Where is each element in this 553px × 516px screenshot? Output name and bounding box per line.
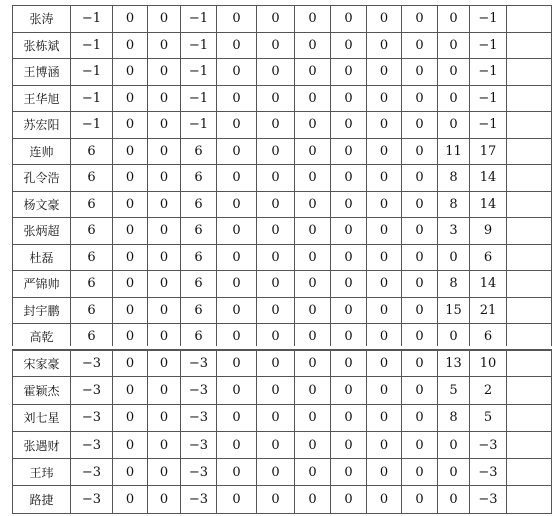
score-cell[interactable]: 0 (148, 324, 181, 351)
score-cell[interactable]: 8 (438, 404, 470, 431)
score-cell[interactable]: 8 (438, 165, 470, 192)
score-cell[interactable]: 0 (438, 244, 470, 271)
score-cell[interactable]: 17 (470, 138, 507, 165)
table-row (13, 112, 552, 139)
score-cell[interactable]: 0 (367, 32, 402, 59)
student-name-cell[interactable]: 杨文豪 (13, 191, 71, 218)
score-cell[interactable]: 0 (402, 324, 438, 351)
score-cell[interactable]: 6 (470, 324, 507, 351)
score-cell[interactable]: 0 (438, 431, 470, 458)
score-cell[interactable] (507, 377, 552, 404)
student-name-cell[interactable]: 宋家豪 (13, 350, 71, 377)
score-cell[interactable]: 0 (217, 324, 257, 351)
score-cell[interactable]: 0 (438, 32, 470, 59)
score-cell[interactable]: −1 (181, 6, 217, 33)
student-name-cell[interactable]: 路捷 (13, 486, 71, 513)
score-cell[interactable]: 0 (331, 431, 367, 458)
score-cell[interactable]: 2 (470, 377, 507, 404)
table-row (13, 85, 552, 112)
score-cell[interactable]: 0 (367, 85, 402, 112)
score-cell[interactable]: 0 (217, 459, 257, 486)
score-cell[interactable]: 0 (295, 165, 331, 192)
score-cell[interactable]: 0 (113, 431, 148, 458)
table-row (13, 138, 552, 165)
score-cell[interactable]: −3 (181, 459, 217, 486)
score-cell[interactable]: 6 (71, 297, 113, 324)
score-cell[interactable]: 0 (217, 377, 257, 404)
score-cell[interactable] (507, 6, 552, 33)
score-cell[interactable]: 8 (438, 191, 470, 218)
student-name-cell[interactable]: 连帅 (13, 138, 71, 165)
score-cell[interactable]: 0 (331, 165, 367, 192)
score-cell[interactable]: 6 (181, 218, 217, 245)
score-cell[interactable]: 14 (470, 165, 507, 192)
score-cell[interactable]: 0 (113, 377, 148, 404)
score-cell[interactable]: 0 (257, 297, 295, 324)
score-cell[interactable]: 0 (331, 377, 367, 404)
score-cell[interactable]: 0 (217, 297, 257, 324)
score-cell[interactable]: 0 (402, 377, 438, 404)
score-cell[interactable]: 0 (367, 377, 402, 404)
score-cell[interactable]: 5 (438, 377, 470, 404)
score-cell[interactable]: 0 (438, 459, 470, 486)
score-cell[interactable]: 0 (257, 59, 295, 86)
score-cell[interactable]: 3 (438, 218, 470, 245)
score-cell[interactable]: 0 (257, 377, 295, 404)
score-cell[interactable]: 0 (217, 6, 257, 33)
score-cell[interactable]: 0 (257, 244, 295, 271)
table-row (13, 377, 552, 404)
score-cell[interactable]: 0 (113, 271, 148, 298)
score-cell[interactable]: 0 (331, 271, 367, 298)
score-cell[interactable]: 0 (257, 459, 295, 486)
score-cell[interactable]: 15 (438, 297, 470, 324)
score-cell[interactable]: 0 (257, 6, 295, 33)
score-cell[interactable]: 0 (331, 350, 367, 377)
score-cell[interactable]: 8 (438, 271, 470, 298)
score-cell[interactable]: 0 (402, 431, 438, 458)
student-name-cell[interactable]: 杜磊 (13, 244, 71, 271)
score-cell[interactable] (507, 459, 552, 486)
score-cell[interactable]: 0 (331, 486, 367, 513)
table-row (13, 297, 552, 324)
score-cell[interactable]: 0 (402, 191, 438, 218)
score-cell[interactable]: 0 (367, 165, 402, 192)
score-cell[interactable]: 6 (470, 244, 507, 271)
score-cell[interactable]: 6 (71, 191, 113, 218)
score-cell[interactable]: −1 (470, 6, 507, 33)
score-cell[interactable]: −3 (71, 486, 113, 513)
student-name-cell[interactable]: 张栋斌 (13, 32, 71, 59)
score-cell[interactable]: 6 (71, 218, 113, 245)
score-cell[interactable]: 6 (71, 244, 113, 271)
score-cell[interactable]: 0 (402, 404, 438, 431)
table-row (13, 6, 552, 33)
score-cell[interactable]: 0 (402, 297, 438, 324)
table-row (13, 459, 552, 486)
score-cell[interactable] (507, 32, 552, 59)
score-cell[interactable]: 0 (217, 404, 257, 431)
score-cell[interactable]: 0 (148, 377, 181, 404)
score-cell[interactable]: 0 (367, 138, 402, 165)
table-row (13, 486, 552, 513)
score-cell[interactable]: 0 (113, 324, 148, 351)
score-cell[interactable]: 0 (438, 59, 470, 86)
score-cell[interactable]: 0 (438, 85, 470, 112)
score-cell[interactable]: 0 (113, 244, 148, 271)
score-cell[interactable]: 0 (402, 165, 438, 192)
score-cell[interactable]: 0 (217, 431, 257, 458)
score-cell[interactable]: 0 (438, 6, 470, 33)
score-cell[interactable]: 0 (257, 271, 295, 298)
score-cell[interactable]: −3 (71, 459, 113, 486)
score-cell[interactable]: 0 (331, 459, 367, 486)
score-cell[interactable]: 0 (113, 112, 148, 139)
score-cell[interactable]: 0 (257, 486, 295, 513)
score-cell[interactable]: 0 (367, 112, 402, 139)
score-cell[interactable]: 0 (217, 59, 257, 86)
score-cell[interactable]: 0 (217, 350, 257, 377)
score-cell[interactable]: 0 (295, 112, 331, 139)
score-cell[interactable]: 0 (402, 350, 438, 377)
score-cell[interactable]: 0 (257, 85, 295, 112)
score-cell[interactable]: 0 (367, 218, 402, 245)
score-cell[interactable]: 0 (148, 165, 181, 192)
table-row (13, 32, 552, 59)
student-name-cell[interactable]: 张炳超 (13, 218, 71, 245)
score-cell[interactable] (507, 486, 552, 513)
score-cell[interactable]: 0 (148, 244, 181, 271)
score-cell[interactable]: 0 (217, 85, 257, 112)
score-cell[interactable]: 0 (331, 404, 367, 431)
score-cell[interactable]: −1 (71, 85, 113, 112)
score-cell[interactable]: 0 (148, 297, 181, 324)
score-cell[interactable]: −1 (181, 59, 217, 86)
score-cell[interactable] (507, 165, 552, 192)
score-cell[interactable]: 13 (438, 350, 470, 377)
score-cell[interactable]: 0 (113, 350, 148, 377)
score-cell[interactable]: 0 (367, 486, 402, 513)
score-cell[interactable]: 0 (402, 112, 438, 139)
student-name-cell[interactable]: 苏宏阳 (13, 112, 71, 139)
table-row (13, 404, 552, 431)
score-cell[interactable]: −1 (71, 6, 113, 33)
score-cell[interactable]: 0 (402, 271, 438, 298)
score-cell[interactable]: −3 (181, 486, 217, 513)
student-name-cell[interactable]: 王博涵 (13, 59, 71, 86)
score-cell[interactable]: 0 (295, 32, 331, 59)
score-cell[interactable]: 0 (402, 244, 438, 271)
score-cell[interactable]: 0 (148, 431, 181, 458)
score-cell[interactable]: 0 (217, 244, 257, 271)
score-cell[interactable] (507, 431, 552, 458)
score-cell[interactable]: 0 (113, 85, 148, 112)
table-row (13, 218, 552, 245)
score-cell[interactable]: 0 (113, 459, 148, 486)
table-row (13, 165, 552, 192)
score-cell[interactable]: 0 (402, 85, 438, 112)
score-cell[interactable]: 6 (71, 138, 113, 165)
score-cell[interactable]: 6 (181, 165, 217, 192)
score-cell[interactable] (507, 191, 552, 218)
score-cell[interactable]: 14 (470, 271, 507, 298)
score-cell[interactable]: 0 (148, 459, 181, 486)
score-cell[interactable]: 0 (148, 191, 181, 218)
score-cell[interactable]: 6 (71, 165, 113, 192)
score-cell[interactable]: −1 (181, 85, 217, 112)
score-cell[interactable]: 9 (470, 218, 507, 245)
score-cell[interactable]: 0 (295, 244, 331, 271)
score-cell[interactable]: 0 (217, 486, 257, 513)
student-name-cell[interactable]: 封宇鹏 (13, 297, 71, 324)
score-cell[interactable]: 0 (257, 138, 295, 165)
score-cell[interactable]: 0 (295, 191, 331, 218)
score-cell[interactable]: 0 (367, 191, 402, 218)
score-cell[interactable]: 0 (295, 59, 331, 86)
score-cell[interactable]: 0 (148, 271, 181, 298)
score-cell[interactable]: 11 (438, 138, 470, 165)
score-cell[interactable]: 0 (295, 324, 331, 351)
student-name-cell[interactable]: 孔令浩 (13, 165, 71, 192)
score-cell[interactable]: 0 (257, 112, 295, 139)
score-cell[interactable]: 0 (148, 350, 181, 377)
score-cell[interactable]: −1 (71, 32, 113, 59)
score-cell[interactable]: 6 (181, 138, 217, 165)
score-cell[interactable]: −1 (470, 32, 507, 59)
student-name-cell[interactable]: 刘七星 (13, 404, 71, 431)
score-cell[interactable]: 0 (217, 112, 257, 139)
score-cell[interactable]: 0 (113, 32, 148, 59)
score-cell[interactable]: 0 (331, 6, 367, 33)
score-cell[interactable]: 0 (402, 218, 438, 245)
score-table-bottom (12, 349, 552, 514)
score-cell[interactable] (507, 138, 552, 165)
score-cell[interactable]: 6 (71, 324, 113, 351)
score-cell[interactable]: 0 (217, 271, 257, 298)
score-cell[interactable]: 0 (113, 165, 148, 192)
score-cell[interactable]: 0 (367, 404, 402, 431)
score-cell[interactable]: 0 (367, 431, 402, 458)
score-cell[interactable]: 0 (113, 6, 148, 33)
score-cell[interactable]: 0 (148, 138, 181, 165)
score-cell[interactable]: 0 (148, 486, 181, 513)
score-cell[interactable]: 0 (295, 6, 331, 33)
score-cell[interactable]: −3 (181, 431, 217, 458)
score-cell[interactable]: 0 (217, 165, 257, 192)
score-cell[interactable]: −3 (470, 486, 507, 513)
score-cell[interactable]: 6 (181, 244, 217, 271)
score-cell[interactable]: −3 (71, 431, 113, 458)
score-cell[interactable]: 0 (295, 431, 331, 458)
score-cell[interactable]: 0 (367, 244, 402, 271)
score-cell[interactable]: 10 (470, 350, 507, 377)
score-cell[interactable]: −3 (71, 350, 113, 377)
score-cell[interactable]: 0 (438, 324, 470, 351)
score-cell[interactable]: −1 (71, 59, 113, 86)
score-cell[interactable] (507, 218, 552, 245)
student-name-cell[interactable]: 张涛 (13, 6, 71, 33)
score-cell[interactable]: 0 (148, 6, 181, 33)
score-cell[interactable]: 6 (181, 324, 217, 351)
score-cell[interactable]: 0 (331, 191, 367, 218)
table-row (13, 244, 552, 271)
score-cell[interactable]: 5 (470, 404, 507, 431)
score-cell[interactable]: 0 (113, 218, 148, 245)
score-cell[interactable]: 0 (257, 350, 295, 377)
score-cell[interactable]: 6 (181, 191, 217, 218)
score-cell[interactable]: 0 (217, 32, 257, 59)
table-row (13, 271, 552, 298)
score-cell[interactable]: −3 (470, 459, 507, 486)
score-cell[interactable]: −1 (470, 112, 507, 139)
score-cell[interactable]: 6 (181, 297, 217, 324)
score-cell[interactable]: 14 (470, 191, 507, 218)
score-cell[interactable]: 0 (367, 297, 402, 324)
score-cell[interactable]: −1 (71, 112, 113, 139)
student-name-cell[interactable]: 王华旭 (13, 85, 71, 112)
table-row (13, 350, 552, 377)
score-cell[interactable]: 0 (257, 431, 295, 458)
student-name-cell[interactable]: 张遇财 (13, 431, 71, 458)
score-cell[interactable]: 0 (217, 138, 257, 165)
score-cell[interactable]: 0 (331, 32, 367, 59)
score-cell[interactable]: 0 (402, 486, 438, 513)
score-cell[interactable]: 0 (295, 377, 331, 404)
score-cell[interactable]: 0 (148, 85, 181, 112)
score-cell[interactable]: 0 (295, 459, 331, 486)
score-cell[interactable]: −3 (470, 431, 507, 458)
table-row (13, 59, 552, 86)
score-cell[interactable]: 0 (331, 112, 367, 139)
score-cell[interactable]: 0 (367, 459, 402, 486)
score-cell[interactable]: 0 (257, 218, 295, 245)
score-cell[interactable]: 0 (295, 271, 331, 298)
score-cell[interactable]: −3 (181, 404, 217, 431)
score-cell[interactable]: 0 (257, 165, 295, 192)
score-cell[interactable]: 0 (148, 112, 181, 139)
score-cell[interactable]: 0 (295, 138, 331, 165)
score-cell[interactable] (507, 297, 552, 324)
score-cell[interactable]: 0 (402, 138, 438, 165)
score-cell[interactable]: 0 (367, 6, 402, 33)
score-cell[interactable]: 0 (402, 459, 438, 486)
score-cell[interactable]: 0 (148, 404, 181, 431)
score-cell[interactable]: 0 (113, 191, 148, 218)
score-cell[interactable]: 0 (331, 324, 367, 351)
score-cell[interactable]: 0 (217, 218, 257, 245)
score-cell[interactable]: 0 (148, 32, 181, 59)
score-cell[interactable] (507, 404, 552, 431)
score-cell[interactable]: 0 (331, 218, 367, 245)
table-row (13, 431, 552, 458)
score-cell[interactable]: 0 (295, 404, 331, 431)
score-cell[interactable] (507, 112, 552, 139)
score-cell[interactable]: 0 (367, 271, 402, 298)
score-cell[interactable]: −3 (71, 377, 113, 404)
score-cell[interactable]: 0 (257, 324, 295, 351)
score-cell[interactable]: 0 (295, 85, 331, 112)
score-cell[interactable] (507, 244, 552, 271)
student-name-cell[interactable]: 霍颖杰 (13, 377, 71, 404)
score-cell[interactable]: 0 (331, 244, 367, 271)
score-cell[interactable] (507, 271, 552, 298)
score-cell[interactable]: 0 (113, 138, 148, 165)
student-name-cell[interactable]: 王玮 (13, 459, 71, 486)
score-cell[interactable]: 21 (470, 297, 507, 324)
score-cell[interactable]: 6 (71, 271, 113, 298)
score-cell[interactable]: 0 (367, 324, 402, 351)
score-cell[interactable]: 0 (148, 59, 181, 86)
score-cell[interactable]: 0 (402, 6, 438, 33)
student-name-cell[interactable]: 严锦帅 (13, 271, 71, 298)
score-cell[interactable]: 0 (402, 32, 438, 59)
score-cell[interactable]: 0 (113, 486, 148, 513)
score-cell[interactable]: 0 (331, 138, 367, 165)
score-cell[interactable]: 0 (367, 350, 402, 377)
score-cell[interactable]: 0 (438, 486, 470, 513)
score-cell[interactable]: 0 (257, 32, 295, 59)
score-cell[interactable]: 0 (295, 486, 331, 513)
score-cell[interactable]: 0 (367, 59, 402, 86)
score-cell[interactable]: 6 (181, 271, 217, 298)
score-cell[interactable]: 0 (295, 350, 331, 377)
score-cell[interactable]: −1 (470, 85, 507, 112)
score-cell[interactable]: 0 (331, 297, 367, 324)
score-cell[interactable]: −3 (181, 377, 217, 404)
score-cell[interactable]: 0 (257, 404, 295, 431)
score-cell[interactable]: 0 (295, 218, 331, 245)
score-cell[interactable]: −1 (181, 112, 217, 139)
score-cell[interactable]: −1 (470, 59, 507, 86)
score-cell[interactable]: 0 (402, 59, 438, 86)
score-cell[interactable]: 0 (113, 404, 148, 431)
score-cell[interactable]: −3 (71, 404, 113, 431)
score-cell[interactable]: −3 (181, 350, 217, 377)
score-cell[interactable]: 0 (217, 191, 257, 218)
score-cell[interactable] (507, 59, 552, 86)
score-cell[interactable]: 0 (148, 218, 181, 245)
score-cell[interactable] (507, 85, 552, 112)
score-table-top (12, 5, 552, 351)
student-name-cell[interactable]: 高乾 (13, 324, 71, 351)
score-cell[interactable]: −1 (181, 32, 217, 59)
score-cell[interactable] (507, 350, 552, 377)
score-cell[interactable]: 0 (331, 85, 367, 112)
score-cell[interactable]: 0 (295, 297, 331, 324)
score-cell[interactable]: 0 (113, 59, 148, 86)
score-cell[interactable]: 0 (331, 59, 367, 86)
score-cell[interactable]: 0 (113, 297, 148, 324)
score-cell[interactable]: 0 (438, 112, 470, 139)
score-cell[interactable]: 0 (257, 191, 295, 218)
table-row (13, 191, 552, 218)
